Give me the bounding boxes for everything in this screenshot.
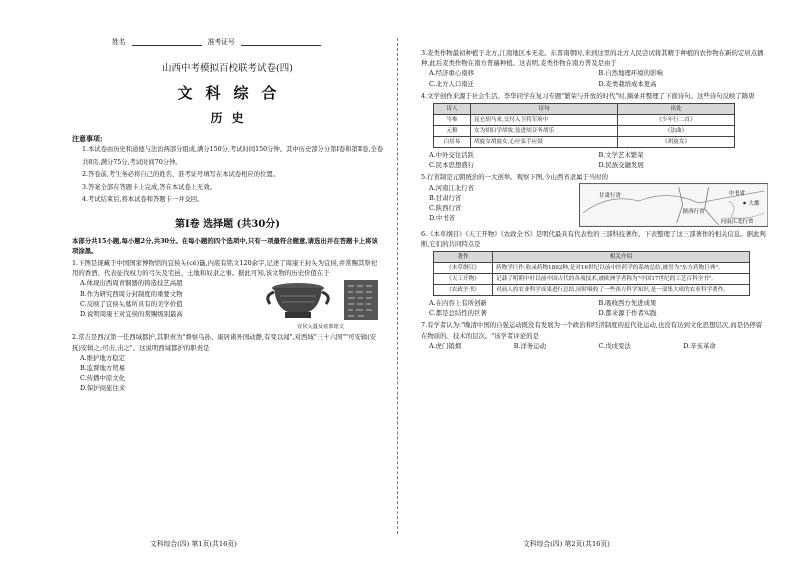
map-label: 甘肃行省 bbox=[598, 192, 621, 199]
question-6-stem: 6.《本草纲目》《天工开物》《农政全书》是明代最具有代表性的三部科技著作。下表整理了这三部著作的相关信息。据此判断,它们的共同特点是 bbox=[421, 229, 766, 248]
bronze-vessel-figure bbox=[258, 278, 383, 330]
option[interactable]: C.都是总结性的巨著 bbox=[429, 309, 487, 318]
table-cell: 记载了明朝中叶以前中国古代的各项技术,被欧洲学者称为"中国17世纪的工艺百科全书"。 bbox=[493, 274, 750, 285]
question-2-options bbox=[72, 353, 383, 394]
table-row bbox=[434, 285, 750, 296]
question-6-options bbox=[421, 298, 768, 318]
subject-title: 文科综合 bbox=[177, 84, 290, 102]
books-table bbox=[433, 251, 750, 296]
option[interactable]: B.监督地方贸易 bbox=[80, 363, 126, 372]
table-header: 相关介绍 bbox=[493, 252, 750, 263]
table-header: 诗句 bbox=[471, 104, 618, 115]
table-cell: 《天工开物》 bbox=[434, 274, 493, 285]
table-row bbox=[434, 126, 735, 137]
table-cell: 《少年行二首》 bbox=[618, 115, 735, 126]
option[interactable]: A.在内容上有所创新 bbox=[429, 299, 487, 308]
option[interactable]: D.说明周康王对宜侯的赏赐级别最高 bbox=[80, 309, 183, 318]
notes-title: 注意事项: bbox=[72, 134, 103, 143]
table-row bbox=[434, 137, 735, 148]
table-cell: 元稹 bbox=[434, 126, 471, 137]
yuan-map bbox=[579, 183, 768, 227]
question-4-options bbox=[421, 150, 768, 170]
page-right bbox=[397, 0, 794, 562]
option[interactable]: B.洋务运动 bbox=[513, 341, 547, 350]
option[interactable]: D.都来源于作者实践 bbox=[598, 309, 657, 318]
option[interactable]: B.自然地理环境的影响 bbox=[598, 69, 663, 78]
table-cell: 昆仑胡马来,交付入卫将军府中 bbox=[471, 115, 618, 126]
name-label: 姓名 bbox=[112, 38, 126, 46]
option[interactable]: C.戊戌变法 bbox=[598, 341, 631, 350]
candidate-info bbox=[112, 36, 383, 46]
subsubject-title: 历史 bbox=[210, 111, 253, 125]
table-cell: 胡旋女胡旋女,心应弦手应鼓 bbox=[471, 137, 618, 148]
page-footer-right: 文科综合(四) 第2页(共16页) bbox=[523, 540, 610, 548]
table-cell: 《农政全书》 bbox=[434, 285, 493, 296]
notes-item: 2.答卷前,考生务必将自己的姓名、准考证号填写在本试卷相应的位置。 bbox=[82, 171, 279, 178]
exam-title: 山西中考模拟百校联考试卷(四) bbox=[162, 63, 293, 74]
option[interactable]: B.吸收西方先进成果 bbox=[598, 299, 657, 308]
option[interactable]: C.反映了宜侯夨墓所具有的美学价值 bbox=[80, 299, 183, 308]
option[interactable]: A.维护地方稳定 bbox=[80, 353, 125, 362]
option[interactable]: B.作为研究西周分封制度的重要文物 bbox=[80, 289, 183, 298]
option[interactable]: C.民本思想盛行 bbox=[429, 161, 475, 170]
option[interactable]: D.中书省 bbox=[429, 214, 456, 223]
notes-item: 4.考试结束后,将本试卷和答题卡一并交回。 bbox=[82, 196, 204, 203]
ticket-blank bbox=[241, 36, 321, 46]
table-header: 出处 bbox=[618, 104, 735, 115]
table-row bbox=[434, 263, 750, 274]
option[interactable]: C.传播中原文化 bbox=[80, 374, 126, 383]
map-label: 河南江北行省 bbox=[720, 218, 753, 225]
poems-table bbox=[433, 103, 735, 148]
notes-item: 3.答案全部在答题卡上完成,答在本试卷上无效。 bbox=[82, 183, 216, 191]
map-label: 大都 bbox=[748, 200, 760, 207]
question-4-stem: 4.文学创作来源于社会生活。李华同学在复习专题"繁荣与开放的时代"时,摘录并整理了下面诗句。这些诗句反映了隋唐 bbox=[421, 91, 755, 100]
table-cell: 女为胡妇学胡妆,伎进胡音务胡乐 bbox=[471, 126, 618, 137]
question-5-stem: 5.行省制是元朝统治的一大创举。观察下图,今山西省隶属于当时的 bbox=[421, 173, 609, 182]
option[interactable]: A.体现出西周青铜器的铸造技艺高超 bbox=[80, 279, 183, 288]
option[interactable]: B.甘肃行省 bbox=[429, 193, 462, 202]
section-instructions: 本部分共15小题,每小题2分,共30分。在每小题的四个选项中,只有一项最符合题意,请选出并在答题卡上将该项涂黑。 bbox=[72, 236, 378, 255]
question-7-stem: 7.有学者认为:"晚清中国的自强运动既没有发展为一个政治和经济制度的近代化运动,也没有达到文化思想层次,而是仍停留在物质的、技术的层次。"该学者评论的是 bbox=[421, 321, 763, 340]
option[interactable]: C.北方人口南迁 bbox=[429, 79, 475, 88]
table-header: 诗人 bbox=[434, 104, 471, 115]
question-7-options bbox=[421, 341, 768, 351]
option[interactable]: A.虎门销烟 bbox=[429, 341, 462, 350]
question-5-options bbox=[421, 183, 579, 227]
option[interactable]: D.麦类栽培成本更高 bbox=[598, 79, 657, 88]
table-cell: 《本草纲目》 bbox=[434, 263, 493, 274]
question-2-stem: 2.常吉是西汉第一任西域都护,其职责为"督察乌孙、康居诸外国动静,有变以闻",对西域"三十六国""可安辑(安抚)安辑之;可击,击之"。这说明西域都护的职责是 bbox=[72, 333, 377, 352]
question-3-stem: 3.麦类作物最初种植于北方,江南地区本无麦。东晋南朝时,来到这里的北方人民尝试将其精于种植的农作物在新的定居点播种,此后麦类作物在南方普遍种植。这表明,麦类作物在南方普及是由于 bbox=[421, 49, 764, 68]
ticket-label: 准考证号 bbox=[207, 38, 235, 46]
table-header: 著作 bbox=[434, 252, 493, 263]
figure-caption: 宜侯夨簋及底部铭文 bbox=[297, 324, 344, 331]
notes-item: 1.本试卷由历史和道德与法治两部分组成,满分150分,考试时间150分钟。其中历史部分分第Ⅰ卷和第Ⅱ卷,全卷共8页,满分75分,考试时间70分钟。 bbox=[82, 146, 383, 166]
table-cell: 《胡旋女》 bbox=[618, 137, 735, 148]
option[interactable]: D.民族交融发展 bbox=[598, 161, 644, 170]
map-label: 中书省 bbox=[728, 190, 745, 197]
bronze-vessel-image bbox=[258, 278, 383, 322]
option[interactable]: D.辛亥革命 bbox=[683, 341, 716, 350]
table-cell: 药物学巨作,收录药物1892种,是对16世纪以前中医药学的系统总结,被誉为"东方药物巨典"。 bbox=[493, 263, 750, 274]
table-cell: 《法曲》 bbox=[618, 126, 735, 137]
option[interactable]: A.中外交往活跃 bbox=[429, 151, 474, 160]
question-1-stem: 1.下图是现藏于中国国家博物馆的宜侯夨(cè)簋,内底有铭文120余字,记述了周康王封夨为宜侯,并赏赐其祭祀用的香酒、代表征伐权力的弓矢及宅邑、土地和奴隶之事。据此可知,该文物的历史价值在于 bbox=[72, 258, 378, 278]
question-3-options bbox=[421, 68, 768, 88]
section-title: 第Ⅰ卷 选择题 (共30分) bbox=[174, 218, 281, 230]
option[interactable]: B.文学艺术繁荣 bbox=[598, 151, 644, 160]
table-header-row bbox=[434, 252, 750, 263]
table-row bbox=[434, 115, 735, 126]
question-1-options bbox=[72, 278, 246, 330]
table-header-row bbox=[434, 104, 735, 115]
option[interactable]: C.陕西行省 bbox=[429, 204, 462, 213]
option[interactable]: A.经济重心南移 bbox=[429, 69, 474, 78]
name-blank bbox=[132, 36, 202, 46]
table-cell: 对前人的农业科学成果进行总结,同时吸收了一些西方科学知识,是一部集大成的农业科学著作。 bbox=[493, 285, 750, 296]
page-footer-left: 文科综合(四) 第1页(共16页) bbox=[150, 540, 237, 548]
option[interactable]: D.保护商旅往来 bbox=[80, 384, 126, 393]
option[interactable]: A.河南江北行省 bbox=[429, 183, 474, 192]
table-row bbox=[434, 274, 750, 285]
table-cell: 岑参 bbox=[434, 115, 471, 126]
map-label: 陕西行省 bbox=[682, 208, 705, 215]
table-cell: 白居易 bbox=[434, 137, 471, 148]
